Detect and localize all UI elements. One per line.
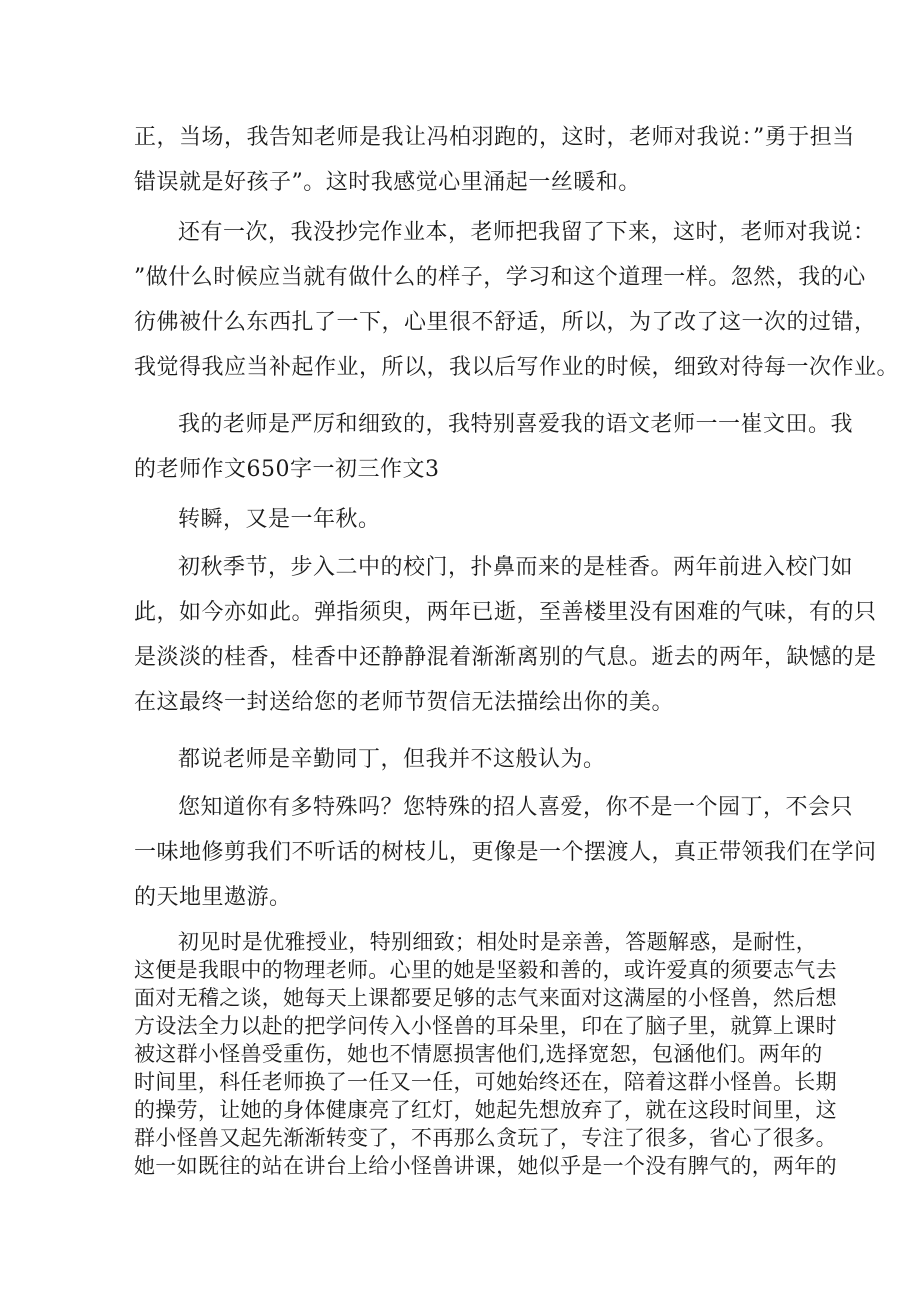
paragraph xyxy=(134,402,854,492)
text-line: 您知道你有多特殊吗？您特殊的招人喜爱，你不是一个园丁，不会只 xyxy=(178,795,854,820)
paragraph xyxy=(134,545,877,725)
text-line: 的操劳，让她的身体健康亮了红灯，她起先想放弃了，就在这段时间里，这 xyxy=(134,1098,837,1122)
text-line: 这便是我眼中的物理老师。心里的她是坚毅和善的，或许爱真的须要志气去 xyxy=(134,958,837,982)
text-line: 方设法全力以赴的把学问传入小怪兽的耳朵里，印在了脑子里，就算上课时 xyxy=(134,1014,837,1038)
text-line: 正，当场，我告知老师是我让冯柏羽跑的，这时，老师对我说：”勇于担当 xyxy=(134,125,855,150)
text-line: 她一如既往的站在讲台上给小怪兽讲课，她似乎是一个没有脾气的，两年的 xyxy=(134,1154,837,1178)
text-line: 时间里，科任老师换了一任又一任，可她始终还在，陪着这群小怪兽。长期 xyxy=(134,1070,837,1094)
text-line: 彷佛被什么东西扎了一下，心里很不舒适，所以，为了改了这一次的过错， xyxy=(134,310,877,335)
text-line: 转瞬，又是一年秋。 xyxy=(178,507,381,532)
paragraph xyxy=(134,737,789,782)
text-line: 错误就是好孩子”。这时我感觉心里涌起一丝暖和。 xyxy=(134,170,641,195)
text-line: 初秋季节，步入二中的校门，扑鼻而来的是桂香。两年前进入校门如 xyxy=(178,555,854,580)
paragraph xyxy=(134,928,837,1180)
paragraph xyxy=(134,497,789,542)
text-line: 是淡淡的桂香，桂香中还静静混着渐渐离别的气息。逝去的两年，缺憾的是 xyxy=(134,645,877,670)
text-line: 都说老师是辛勤同丁，但我并不这般认为。 xyxy=(178,747,606,772)
paragraph xyxy=(134,115,855,205)
text-line: 此，如今亦如此。弹指须臾，两年已逝，至善楼里没有困难的气味，有的只 xyxy=(134,600,877,625)
paragraph xyxy=(134,210,900,390)
text-line: 我的老师是严厉和细致的，我特别喜爱我的语文老师一一崔文田。我 xyxy=(178,412,854,437)
text-line: 的老师作文650字一初三作文3 xyxy=(134,457,440,482)
text-line: 还有一次，我没抄完作业本，老师把我留了下来，这时，老师对我说： xyxy=(178,220,876,245)
text-line: 的天地里遨游。 xyxy=(134,885,292,910)
text-line: 我觉得我应当补起作业，所以，我以后写作业的时候，细致对待每一次作业。 xyxy=(134,355,900,380)
text-line: 初见时是优雅授业，特别细致；相处时是亲善，答题解惑，是耐性， xyxy=(178,930,817,954)
paragraph xyxy=(134,785,877,920)
text-line: 群小怪兽又起先渐渐转变了，不再那么贪玩了，专注了很多，省心了很多。 xyxy=(134,1126,837,1150)
text-line: 一味地修剪我们不听话的树枝儿，更像是一个摆渡人，真正带领我们在学问 xyxy=(134,840,877,865)
text-line: ”做什么时候应当就有做什么的样子，学习和这个道理一样。忽然，我的心 xyxy=(134,265,866,290)
text-line: 在这最终一封送给您的老师节贺信无法描绘出你的美。 xyxy=(134,690,675,715)
text-line: 被这群小怪兽受重伤，她也不情愿损害他们,选择宽恕，包涵他们。两年的 xyxy=(134,1042,823,1066)
text-line: 面对无稽之谈，她每天上课都要足够的志气来面对这满屋的小怪兽，然后想 xyxy=(134,986,837,1010)
